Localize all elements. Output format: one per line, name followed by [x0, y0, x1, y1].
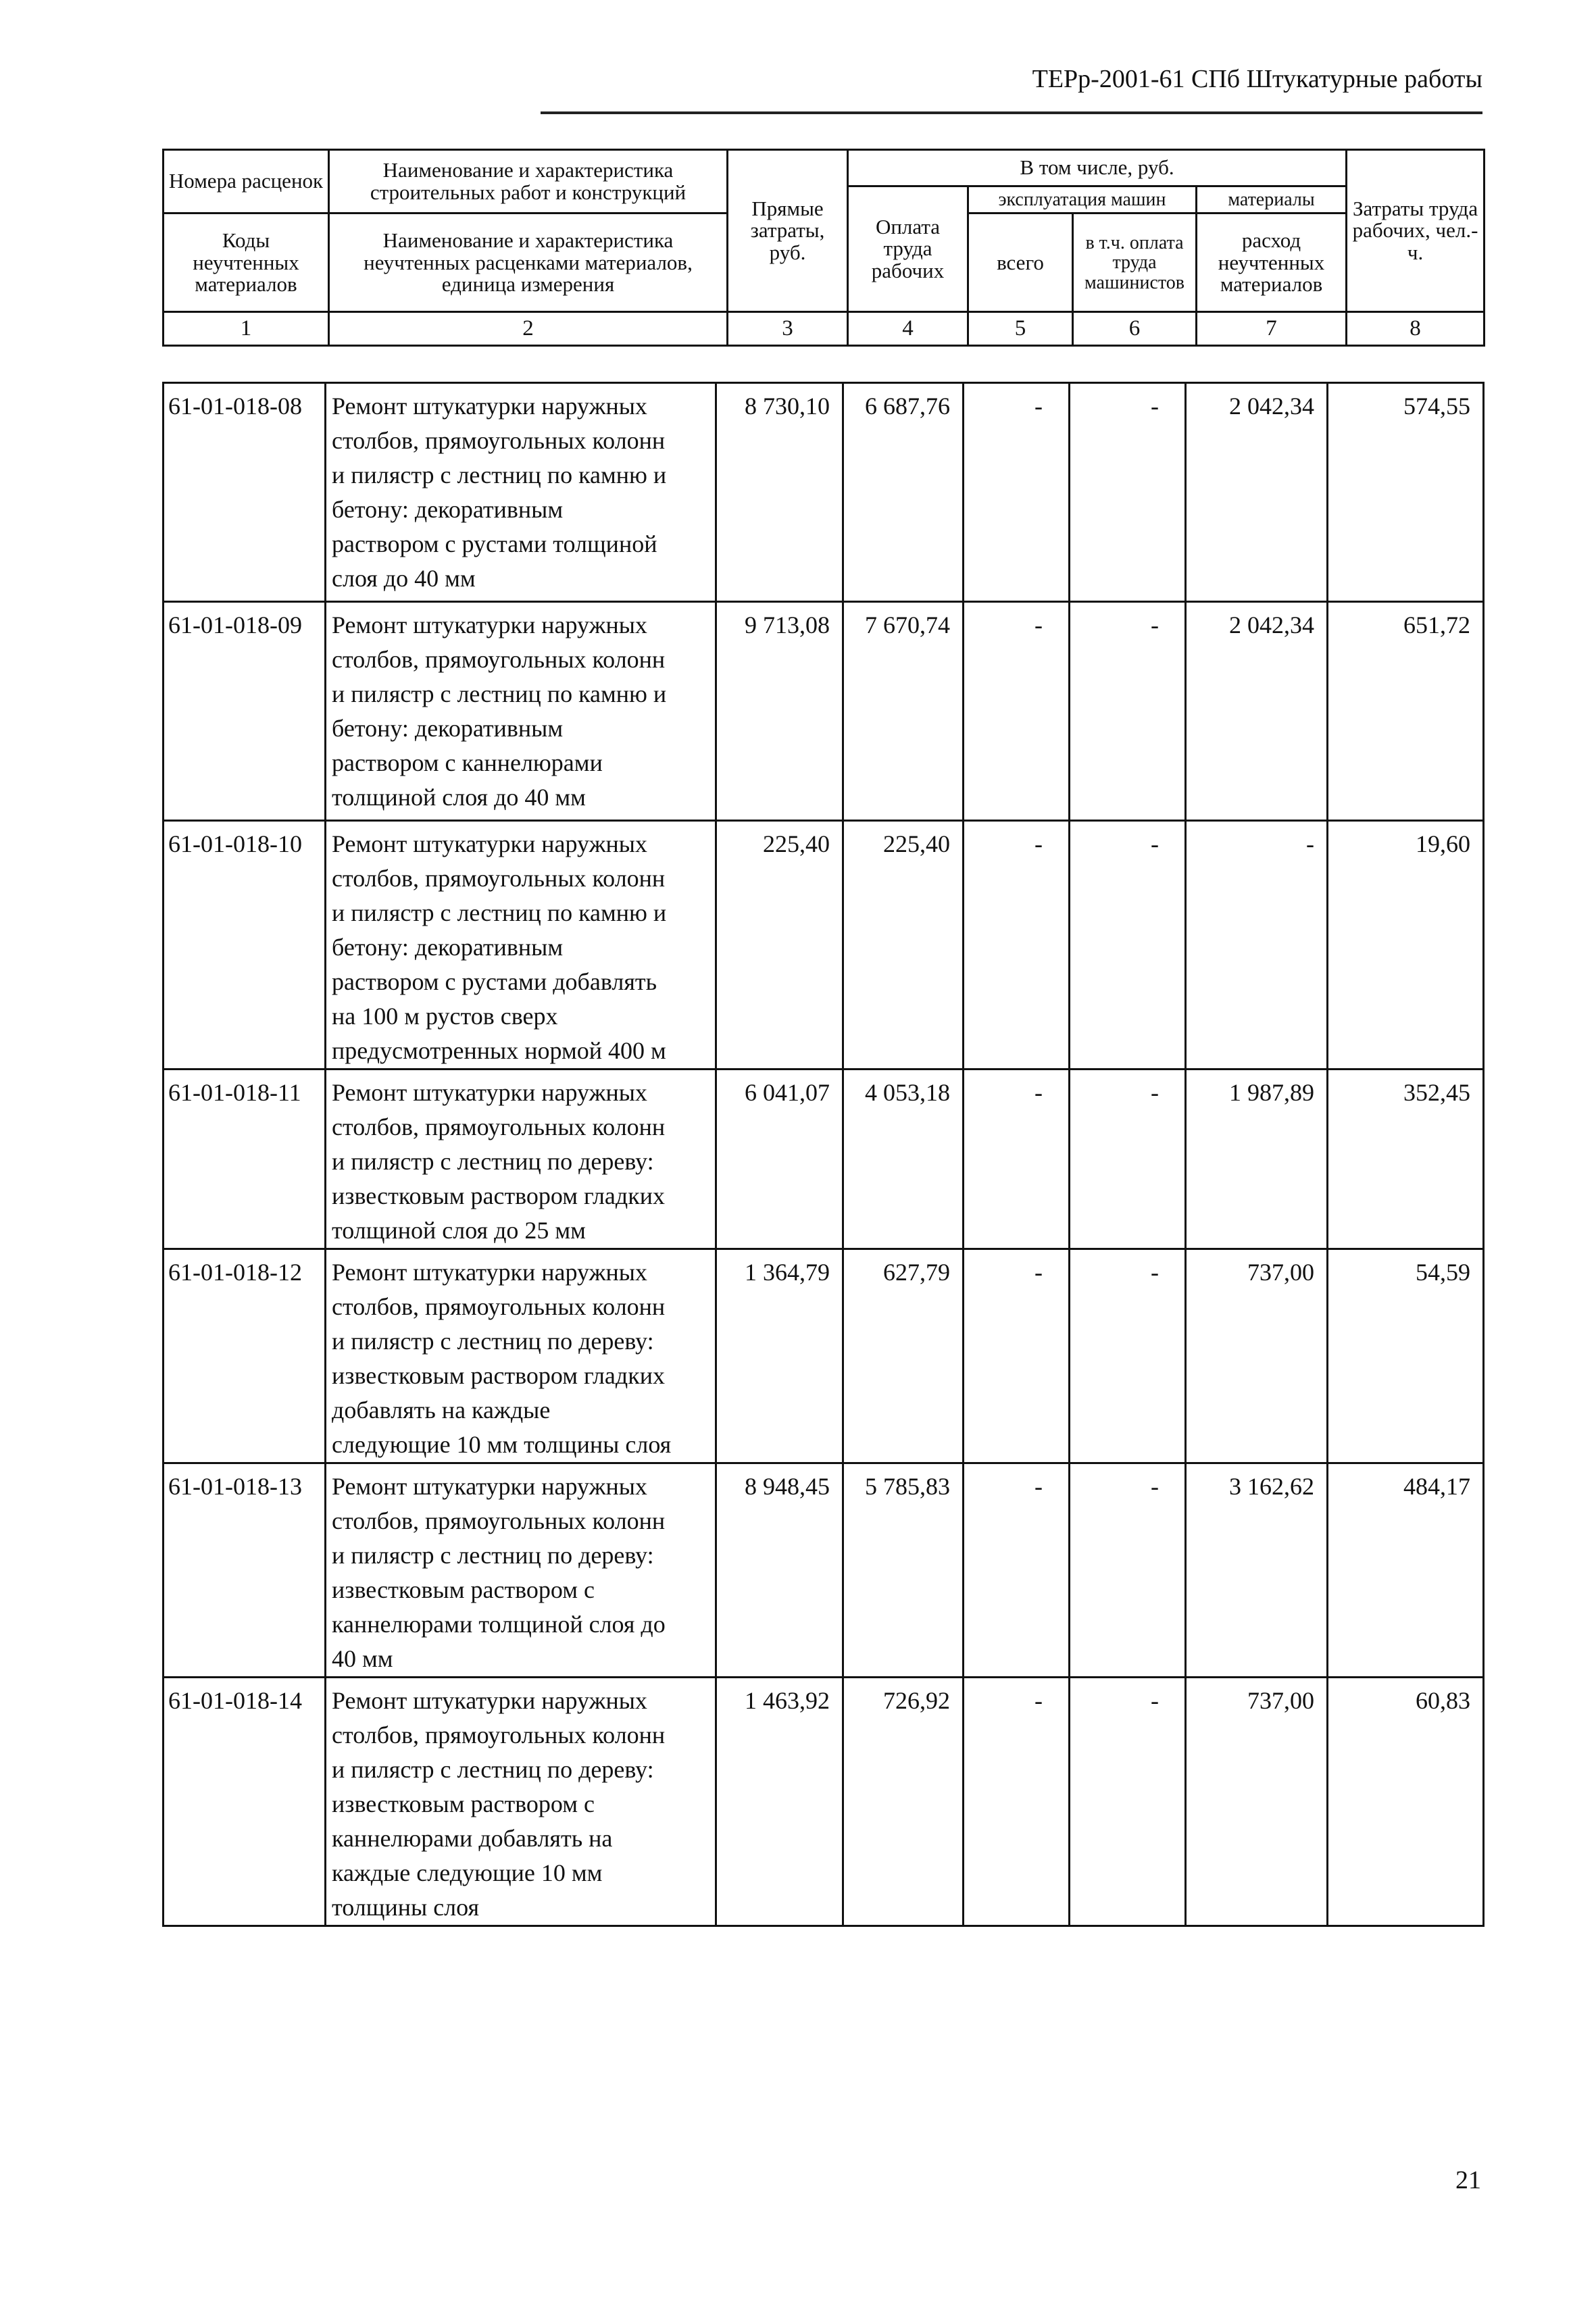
rate-name-line: столбов, прямоугольных колонн: [332, 1721, 666, 1749]
rate-name-line: и пилястр с лестниц по камню и: [332, 680, 667, 707]
header-name-bottom: Наименование и характеристика неучтенных расценками материалов, единица измерения: [329, 213, 728, 312]
rate-name-line: раствором с рустами толщиной: [332, 530, 657, 557]
header-including-group: В том числе, руб.: [848, 150, 1347, 186]
header-machines-total: всего: [968, 213, 1073, 312]
rate-name-line: каннелюрами добавлять на: [332, 1825, 613, 1852]
machines-operators-cell: -: [1070, 383, 1186, 602]
header-labor-hours: Затраты труда рабочих, чел.-ч.: [1347, 150, 1485, 312]
header-rule: [541, 111, 1482, 114]
rate-code: 61-01-018-14: [164, 1678, 326, 1926]
rate-name-line: 40 мм: [332, 1645, 393, 1672]
rate-name: [326, 1463, 716, 1678]
direct-costs-cell: 1 364,79: [716, 1249, 843, 1463]
rate-code: 61-01-018-10: [164, 821, 326, 1070]
materials-cell: 737,00: [1186, 1678, 1328, 1926]
column-number: 4: [848, 312, 968, 346]
rate-name-line: и пилястр с лестниц по дереву:: [332, 1148, 654, 1175]
table-row: [164, 383, 1484, 602]
materials-cell: -: [1186, 821, 1328, 1070]
rate-code: 61-01-018-08: [164, 383, 326, 602]
rate-name-line: Ремонт штукатурки наружных: [332, 830, 647, 857]
rate-name-line: и пилястр с лестниц по дереву:: [332, 1756, 654, 1783]
machines-operators-cell: -: [1070, 602, 1186, 821]
rate-name: [326, 821, 716, 1070]
rate-name-line: столбов, прямоугольных колонн: [332, 865, 666, 892]
table-row: [164, 1070, 1484, 1249]
rate-name-line: каннелюрами толщиной слоя до: [332, 1611, 666, 1638]
materials-cell: 1 987,89: [1186, 1070, 1328, 1249]
rate-name-line: Ремонт штукатурки наружных: [332, 1259, 647, 1286]
column-header-table: [162, 149, 1485, 347]
table-row: [164, 1463, 1484, 1678]
rate-name-line: известковым раствором с: [332, 1576, 595, 1603]
column-number: 6: [1073, 312, 1197, 346]
machines-total-cell: -: [964, 1678, 1070, 1926]
rate-name-line: и пилястр с лестниц по дереву:: [332, 1542, 654, 1569]
machines-total-cell: -: [964, 821, 1070, 1070]
direct-costs-cell: 225,40: [716, 821, 843, 1070]
machines-operators-cell: -: [1070, 1070, 1186, 1249]
rate-name-line: столбов, прямоугольных колонн: [332, 1113, 666, 1140]
header-machines-operators: в т.ч. оплата труда машинистов: [1073, 213, 1197, 312]
rate-name-line: и пилястр с лестниц по камню и: [332, 461, 667, 488]
rate-name-line: бетону: декоративным: [332, 715, 564, 742]
rate-name-line: известковым раствором гладких: [332, 1362, 665, 1389]
machines-operators-cell: -: [1070, 1249, 1186, 1463]
header-codes-top: Номера расценок: [164, 150, 329, 213]
rate-name-line: раствором с каннелюрами: [332, 749, 603, 776]
rate-name-line: столбов, прямоугольных колонн: [332, 1507, 666, 1534]
header-materials-consumption: расход неучтенных материалов: [1197, 213, 1347, 312]
machines-total-cell: -: [964, 1463, 1070, 1678]
rate-name: [326, 1070, 716, 1249]
rate-name: [326, 1678, 716, 1926]
machines-operators-cell: -: [1070, 1463, 1186, 1678]
table-row: [164, 602, 1484, 821]
rate-name: [326, 602, 716, 821]
rate-name-line: Ремонт штукатурки наружных: [332, 611, 647, 638]
rate-name-line: следующие 10 мм толщины слоя: [332, 1431, 672, 1458]
rate-code: 61-01-018-11: [164, 1070, 326, 1249]
direct-costs-cell: 8 948,45: [716, 1463, 843, 1678]
machines-operators-cell: -: [1070, 1678, 1186, 1926]
rate-name-line: толщиной слоя до 25 мм: [332, 1217, 586, 1244]
running-header: ТЕРр-2001-61 СПб Штукатурные работы: [1032, 65, 1482, 93]
labor-hours-cell: 651,72: [1328, 602, 1484, 821]
column-number: 7: [1197, 312, 1347, 346]
rate-name-line: и пилястр с лестниц по камню и: [332, 899, 667, 926]
rate-name-line: раствором с рустами добавлять: [332, 968, 657, 995]
direct-costs-cell: 6 041,07: [716, 1070, 843, 1249]
rate-name-line: Ремонт штукатурки наружных: [332, 1473, 647, 1500]
direct-costs-cell: 8 730,10: [716, 383, 843, 602]
labor-hours-cell: 484,17: [1328, 1463, 1484, 1678]
machines-total-cell: -: [964, 383, 1070, 602]
header-codes-bottom: Коды неучтенных материалов: [164, 213, 329, 312]
labor-hours-cell: 60,83: [1328, 1678, 1484, 1926]
rate-name-line: известковым раствором с: [332, 1790, 595, 1817]
labor-pay-cell: 726,92: [843, 1678, 964, 1926]
header-name-top: Наименование и характеристика строительных работ и конструкций: [329, 150, 728, 213]
rate-name-line: добавлять на каждые: [332, 1397, 551, 1424]
rate-name-line: толщины слоя: [332, 1894, 480, 1921]
materials-cell: 3 162,62: [1186, 1463, 1328, 1678]
column-number: 3: [728, 312, 848, 346]
rate-name-line: столбов, прямоугольных колонн: [332, 1293, 666, 1320]
rate-name-line: столбов, прямоугольных колонн: [332, 427, 666, 454]
rate-name-line: толщиной слоя до 40 мм: [332, 784, 586, 811]
labor-hours-cell: 54,59: [1328, 1249, 1484, 1463]
rate-name-line: Ремонт штукатурки наружных: [332, 393, 647, 420]
header-direct-costs: Прямые затраты, руб.: [728, 150, 848, 312]
rate-name: [326, 1249, 716, 1463]
rate-code: 61-01-018-12: [164, 1249, 326, 1463]
header-labor-pay: Оплата труда рабочих: [848, 186, 968, 312]
column-number: 5: [968, 312, 1073, 346]
rate-name-line: бетону: декоративным: [332, 496, 564, 523]
column-number: 1: [164, 312, 329, 346]
labor-pay-cell: 7 670,74: [843, 602, 964, 821]
rate-name-line: и пилястр с лестниц по дереву:: [332, 1328, 654, 1355]
header-machines-group: эксплуатация машин: [968, 186, 1197, 213]
page-number: 21: [1455, 2166, 1481, 2194]
table-row: [164, 1249, 1484, 1463]
labor-pay-cell: 4 053,18: [843, 1070, 964, 1249]
rate-name-line: Ремонт штукатурки наружных: [332, 1687, 647, 1714]
labor-hours-cell: 352,45: [1328, 1070, 1484, 1249]
labor-pay-cell: 627,79: [843, 1249, 964, 1463]
materials-cell: 737,00: [1186, 1249, 1328, 1463]
table-row: [164, 821, 1484, 1070]
direct-costs-cell: 9 713,08: [716, 602, 843, 821]
rate-code: 61-01-018-09: [164, 602, 326, 821]
direct-costs-cell: 1 463,92: [716, 1678, 843, 1926]
materials-cell: 2 042,34: [1186, 602, 1328, 821]
rate-name-line: каждые следующие 10 мм: [332, 1859, 603, 1886]
labor-pay-cell: 6 687,76: [843, 383, 964, 602]
labor-hours-cell: 19,60: [1328, 821, 1484, 1070]
rates-table: [162, 382, 1485, 1927]
rate-code: 61-01-018-13: [164, 1463, 326, 1678]
header-materials-group: материалы: [1197, 186, 1347, 213]
rate-name: [326, 383, 716, 602]
machines-total-cell: -: [964, 1070, 1070, 1249]
rate-name-line: Ремонт штукатурки наружных: [332, 1079, 647, 1106]
rate-name-line: известковым раствором гладких: [332, 1182, 665, 1209]
rate-name-line: предусмотренных нормой 400 м: [332, 1037, 666, 1064]
rate-name-line: бетону: декоративным: [332, 934, 564, 961]
rate-name-line: столбов, прямоугольных колонн: [332, 646, 666, 673]
column-number: 2: [329, 312, 728, 346]
labor-pay-cell: 5 785,83: [843, 1463, 964, 1678]
table-row: [164, 1678, 1484, 1926]
rate-name-line: на 100 м рустов сверх: [332, 1003, 558, 1030]
rate-name-line: слоя до 40 мм: [332, 565, 476, 592]
materials-cell: 2 042,34: [1186, 383, 1328, 602]
labor-pay-cell: 225,40: [843, 821, 964, 1070]
column-number: 8: [1347, 312, 1485, 346]
machines-total-cell: -: [964, 1249, 1070, 1463]
machines-total-cell: -: [964, 602, 1070, 821]
machines-operators-cell: -: [1070, 821, 1186, 1070]
labor-hours-cell: 574,55: [1328, 383, 1484, 602]
